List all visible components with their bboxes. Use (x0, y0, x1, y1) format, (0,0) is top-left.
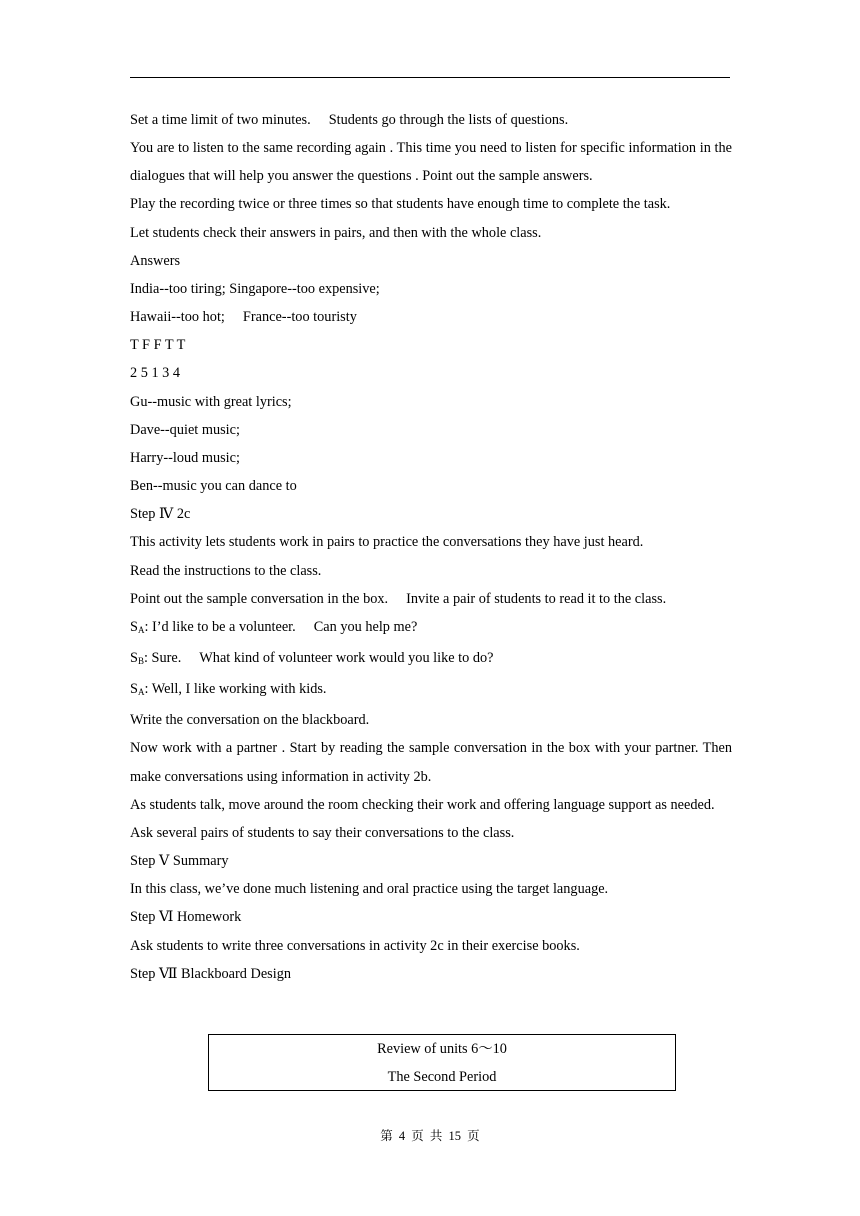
answers-heading: Answers (130, 252, 181, 269)
answer-line (130, 303, 732, 331)
text: Set a time limit of two minutes. (130, 112, 311, 128)
paragraph: Write the conversation on the blackboard. (130, 712, 370, 729)
text: What kind of volunteer work would you like to do? (199, 649, 494, 666)
dialogue-line (130, 613, 732, 644)
step-heading: Step Ⅴ Summary (130, 853, 229, 870)
page-footer: 第 4 页 共 15 页 (380, 1129, 480, 1143)
answer-line: Harry--loud music; (130, 449, 240, 466)
paragraph: In this class, we’ve done much listening and oral practice using the target language. (130, 881, 609, 898)
answer-line: Ben--music you can dance to (130, 478, 297, 495)
paragraph (130, 585, 732, 613)
speaker-subscript: B (137, 655, 144, 666)
step-heading: Step Ⅶ Blackboard Design (130, 965, 291, 982)
speaker-subscript: A (137, 624, 145, 635)
speaker: S (130, 681, 138, 698)
text: : Well, I like working with kids. (144, 681, 327, 698)
dialogue-line (130, 644, 732, 675)
step-heading: Step Ⅵ Homework (130, 909, 242, 926)
paragraph: This activity lets students work in pairs to practice the conversations they have just heard. (130, 534, 644, 551)
text: Point out the sample conversation in the box. (130, 590, 389, 607)
board-line: Review of units 6～10 (377, 1041, 507, 1057)
text: Invite a pair of students to read it to the class. (406, 590, 667, 607)
answer-line: T F F T T (130, 337, 186, 354)
speaker: S (130, 649, 138, 666)
paragraph: Let students check their answers in pairs, and then with the whole class. (130, 224, 542, 241)
text: : Sure. (143, 649, 182, 666)
answer-line: 2 5 1 3 4 (130, 365, 181, 382)
dialogue-line (130, 675, 732, 706)
speaker-subscript: A (137, 687, 145, 698)
step-heading: Step Ⅳ 2c (130, 506, 191, 523)
paragraph: As students talk, move around the room checking their work and offering language support as needed. (130, 796, 715, 813)
paragraph: Ask several pairs of students to say their conversations to the class. (130, 824, 515, 841)
document-body (130, 106, 732, 988)
text: : I’d like to be a volunteer. (144, 618, 296, 635)
header-rule (130, 77, 730, 78)
answer-line: Dave--quiet music; (130, 421, 240, 438)
paragraph (130, 106, 732, 134)
board-line: The Second Period (387, 1069, 497, 1085)
paragraph: Play the recording twice or three times so that students have enough time to complete the task. (130, 196, 671, 213)
text: Hawaii--too hot; (130, 309, 225, 326)
answer-line: Gu--music with great lyrics; (130, 393, 292, 410)
paragraph: You are to listen to the same recording again . This time you need to listen for specific information in the dialogues that will help you answer the questions . Point out the sample answers. (130, 140, 732, 185)
text: France--too touristy (242, 309, 357, 326)
paragraph: Ask students to write three conversations in activity 2c in their exercise books. (130, 937, 580, 954)
text: Can you help me? (313, 618, 418, 635)
answer-line: India--too tiring; Singapore--too expensive; (130, 280, 380, 297)
blackboard-design-box (208, 1034, 676, 1091)
paragraph: Read the instructions to the class. (130, 562, 322, 579)
paragraph: Now work with a partner . Start by reading the sample conversation in the box with your partner. Then make conversations using information in activity 2b. (130, 740, 732, 785)
speaker: S (130, 618, 138, 635)
text: Students go through the lists of questions. (328, 112, 569, 128)
